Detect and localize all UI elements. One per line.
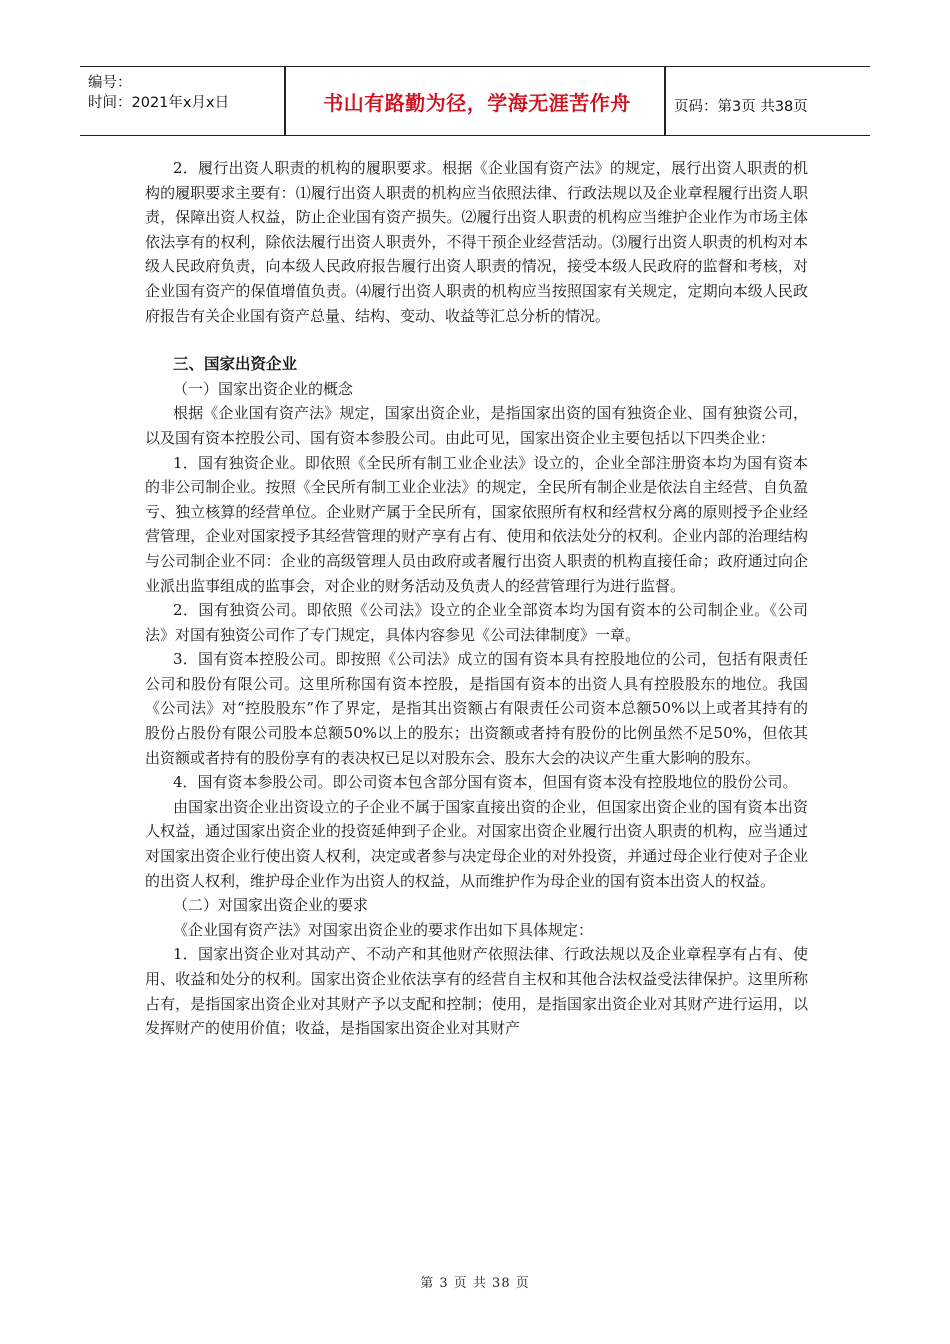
header-time-label: 时间：2021年x月x日 (88, 95, 230, 111)
document-body (145, 156, 808, 1041)
paragraph-requirements-intro: 《企业国有资产法》对国家出资企业的要求作出如下具体规定： (173, 920, 594, 939)
subsection-heading: （一）国家出资企业的概念 (173, 379, 354, 398)
paragraph-duty-requirements: 2．履行出资人职责的机构的履职要求。根据《企业国有资产法》的规定，展行出资人职责的机构的履职要求主要有：⑴履行出资人职责的机构应当依照法律、行政法规以及企业章程履行出资人职责，保障出资人权益，防止企业国有资产损失。⑵履行出资人职责的机构应当维护企业作为市场主体依法享有的权利，除依法履行出资人职责外，不得干预企业经营活动。⑶履行出资人职责的机构对本级人民政府负责，向本级人民政府报告履行出资人职责的情况，接受本级人民政府的监督和考核，对企业国有资产的保值增值负责。⑷履行出资人职责的机构应当按照国家有关规定，定期向本级人民政府报告有关企业国有资产总量、结构、变动、收益等汇总分析的情况。 (145, 159, 808, 325)
list-item-sole-company: 2．国有独资公司。即依照《公司法》设立的企业全部资本均为国有资本的公司制企业。《公司法》对国有独资公司作了专门规定，具体内容参见《公司法律制度》一章。 (145, 601, 808, 644)
document-header (80, 66, 870, 136)
header-meta (88, 67, 284, 135)
list-item-equity-company: 4．国有资本参股公司。即公司资本包含部分国有资本，但国有资本没有控股地位的股份公司。 (173, 773, 798, 792)
paragraph-concept: 根据《企业国有资产法》规定，国家出资企业，是指国家出资的国有独资企业、国有独资公司，以及国有资本控股公司、国有资本参股公司。由此可见，国家出资企业主要包括以下四类企业： (145, 404, 808, 447)
page-footer: 第 3 页 共 38 页 (420, 1276, 530, 1291)
header-number-label: 编号： (88, 75, 132, 91)
header-motto: 书山有路勤为径，学海无涯苦作舟 (323, 90, 631, 115)
list-item-holding-company: 3．国有资本控股公司。即按照《公司法》成立的国有资本具有控股地位的公司，包括有限责任公司和股份有限公司。这里所称国有资本控股，是指国有资本的出资人具有控股股东的地位。我国《公司法》对“控股股东”作了界定，是指其出资额占有限责任公司资本总额50%以上或者其持有的股份占股份有限公司股本总额50%以上的股东；出资额或者持有股份的比例虽然不足50%，但依其出资额或者持有的股份享有的表决权已足以对股东会、股东大会的决议产生重大影响的股东。 (145, 650, 808, 767)
header-divider (284, 67, 286, 135)
subsection-heading: （二）对国家出资企业的要求 (173, 896, 369, 915)
header-divider (664, 67, 666, 135)
header-page-info: 页码：第3页 共38页 (674, 99, 808, 115)
list-item-property-rights: 1．国家出资企业对其动产、不动产和其他财产依照法律、行政法规以及企业章程享有占有、使用、收益和处分的权利。国家出资企业依法享有的经营自主权和其他合法权益受法律保护。这里所称占有，是指国家出资企业对其财产予以支配和控制；使用，是指国家出资企业对其财产进行运用，以发挥财产的使用价值；收益，是指国家出资企业对其财产 (145, 945, 808, 1038)
list-item-sole-enterprise: 1．国有独资企业。即依照《全民所有制工业企业法》设立的，企业全部注册资本均为国有资本的非公司制企业。按照《全民所有制工业企业法》的规定，全民所有制企业是依法自主经营、自负盈亏、独立核算的经营单位。企业财产属于全民所有，国家依照所有权和经营权分离的原则授予企业经营管理，企业对国家授予其经营管理的财产享有占有、使用和依法处分的权利。企业内部的治理结构与公司制企业不同：企业的高级管理人员由政府或者履行出资人职责的机构直接任命；政府通过向企业派出监事组成的监事会，对企业的财务活动及负责人的经营管理行为进行监督。 (145, 453, 808, 595)
section-heading: 三、国家出资企业 (173, 355, 298, 374)
paragraph-subsidiary: 由国家出资企业出资设立的子企业不属于国家直接出资的企业，但国家出资企业的国有资本出资人权益，通过国家出资企业的投资延伸到子企业。对国家出资企业履行出资人职责的机构，应当通过对国家出资企业行使出资人权利，决定或者参与决定母企业的对外投资，并通过母企业行使对子企业的出资人权利，维护母企业作为出资人的权益，从而维护作为母企业的国有资本出资人的权益。 (145, 797, 808, 890)
